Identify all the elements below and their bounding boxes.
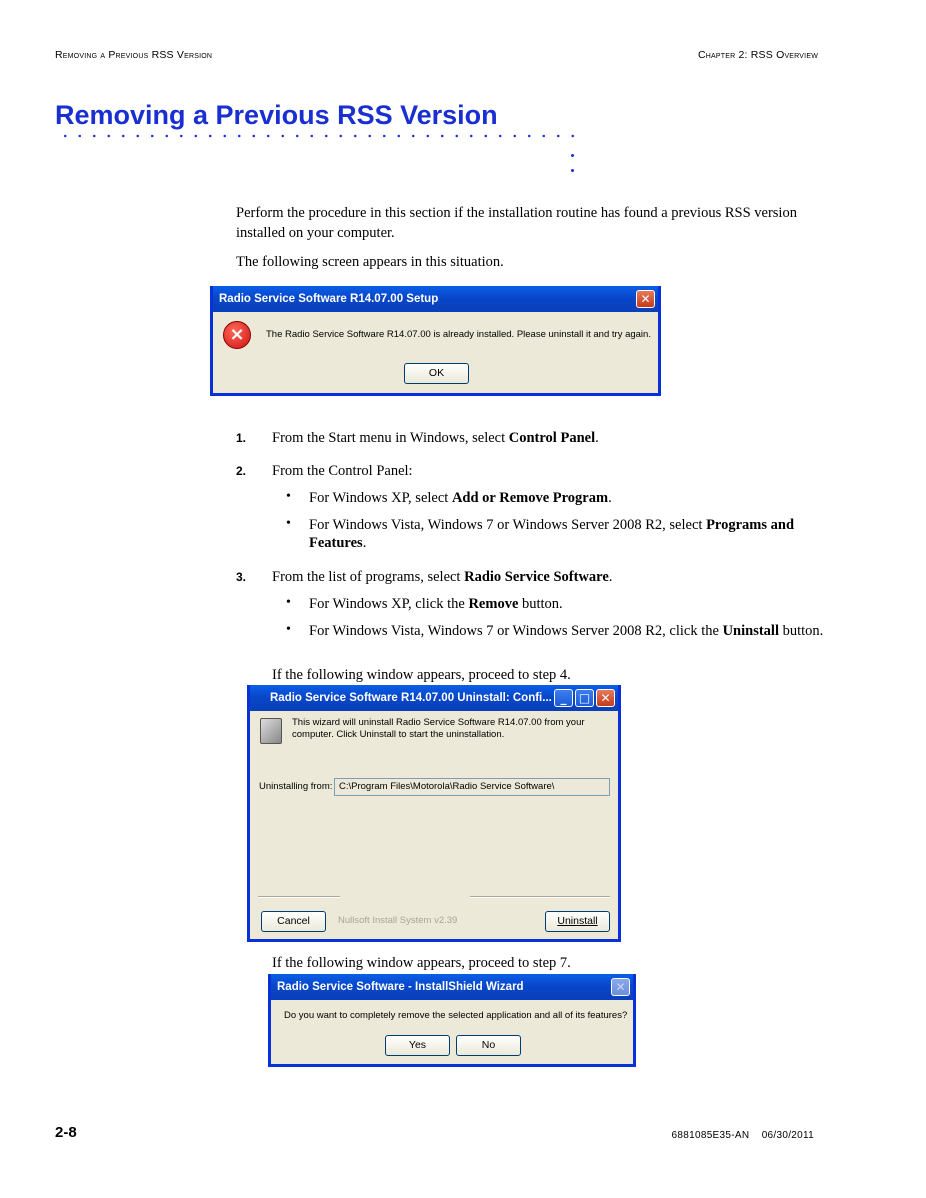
dialog-title: Radio Service Software R14.07.00 Uninstall: Confi... bbox=[270, 692, 552, 704]
minimize-icon[interactable]: _ bbox=[554, 689, 573, 707]
document-id: 6881085E35-AN 06/30/2011 bbox=[671, 1130, 814, 1141]
yes-button[interactable]: Yes bbox=[385, 1035, 450, 1056]
step-number: 2. bbox=[236, 464, 247, 478]
uninstall-button[interactable]: Uninstall bbox=[545, 911, 610, 932]
bullet-glyph: • bbox=[286, 516, 291, 531]
bullet-glyph: • bbox=[286, 622, 291, 637]
wizard-text-line2: computer. Click Uninstall to start the uninstallation. bbox=[292, 729, 505, 740]
step-emphasis: Control Panel bbox=[508, 430, 596, 446]
step-text: From the Control Panel: bbox=[272, 463, 413, 479]
setup-error-dialog bbox=[210, 286, 661, 396]
intro-paragraph-2: The following screen appears in this situation. bbox=[236, 254, 504, 270]
bullet-item: For Windows Vista, Windows 7 or Windows Server 2008 R2, select Programs and Features. bbox=[309, 517, 795, 551]
page-title: Removing a Previous RSS Version bbox=[55, 100, 498, 130]
close-icon[interactable]: ✕ bbox=[636, 290, 655, 308]
cancel-button[interactable]: Cancel bbox=[261, 911, 326, 932]
ok-button[interactable]: OK bbox=[404, 363, 469, 384]
installer-icon bbox=[260, 718, 282, 744]
dialog-message: The Radio Service Software R14.07.00 is already installed. Please uninstall it and try again. bbox=[266, 329, 651, 340]
uninstall-dialog bbox=[247, 685, 621, 942]
step-number: 1. bbox=[236, 431, 247, 445]
note-text: If the following window appears, proceed to step 4. bbox=[272, 667, 571, 683]
dialog-title-bar bbox=[213, 286, 658, 312]
dialog-title: Radio Service Software R14.07.00 Setup bbox=[219, 293, 439, 305]
bullet-item: For Windows XP, click the Remove button. bbox=[309, 596, 563, 612]
installshield-confirm-dialog bbox=[268, 974, 636, 1067]
bullet-item: For Windows Vista, Windows 7 or Windows Server 2008 R2, click the Uninstall button. bbox=[309, 623, 824, 639]
separator bbox=[258, 896, 340, 898]
title-dot bbox=[571, 154, 574, 157]
dialog-message: Do you want to completely remove the selected application and all of its features? bbox=[284, 1010, 628, 1021]
uninstall-path-field[interactable]: C:\Program Files\Motorola\Radio Service Software\ bbox=[334, 778, 610, 796]
bullet-glyph: • bbox=[286, 595, 291, 610]
step-number: 3. bbox=[236, 570, 247, 584]
intro-paragraph: Perform the procedure in this section if the installation routine has found a previous RSS version installed on your computer. bbox=[236, 205, 797, 241]
dialog-title-bar bbox=[271, 974, 633, 1000]
page-number: 2-8 bbox=[55, 1124, 77, 1141]
dialog-title: Radio Service Software - InstallShield Wizard bbox=[277, 981, 524, 993]
separator bbox=[470, 896, 610, 898]
running-header-left: Removing a Previous RSS Version bbox=[55, 49, 213, 61]
close-icon: ✕ bbox=[611, 978, 630, 996]
error-icon: × bbox=[223, 321, 251, 349]
no-button[interactable]: No bbox=[456, 1035, 521, 1056]
bullet-glyph: • bbox=[286, 489, 291, 504]
dialog-title-bar bbox=[250, 685, 618, 711]
title-dot bbox=[571, 169, 574, 172]
uninstall-from-label: Uninstalling from: bbox=[259, 781, 333, 792]
bullet-item: For Windows XP, select Add or Remove Program. bbox=[309, 490, 612, 506]
installer-branding: Nullsoft Install System v2.39 bbox=[338, 915, 458, 926]
step-text: From the list of programs, select Radio Service Software. bbox=[272, 569, 613, 585]
title-dotted-rule bbox=[58, 132, 580, 140]
note-text: If the following window appears, proceed to step 7. bbox=[272, 955, 571, 971]
step-text: From the Start menu in Windows, select Control Panel. bbox=[272, 430, 599, 446]
running-header-right: Chapter 2: RSS Overview bbox=[698, 49, 818, 61]
wizard-text-line1: This wizard will uninstall Radio Service Software R14.07.00 from your bbox=[292, 717, 585, 728]
close-icon[interactable]: ✕ bbox=[596, 689, 615, 707]
maximize-icon[interactable]: □ bbox=[575, 689, 594, 707]
